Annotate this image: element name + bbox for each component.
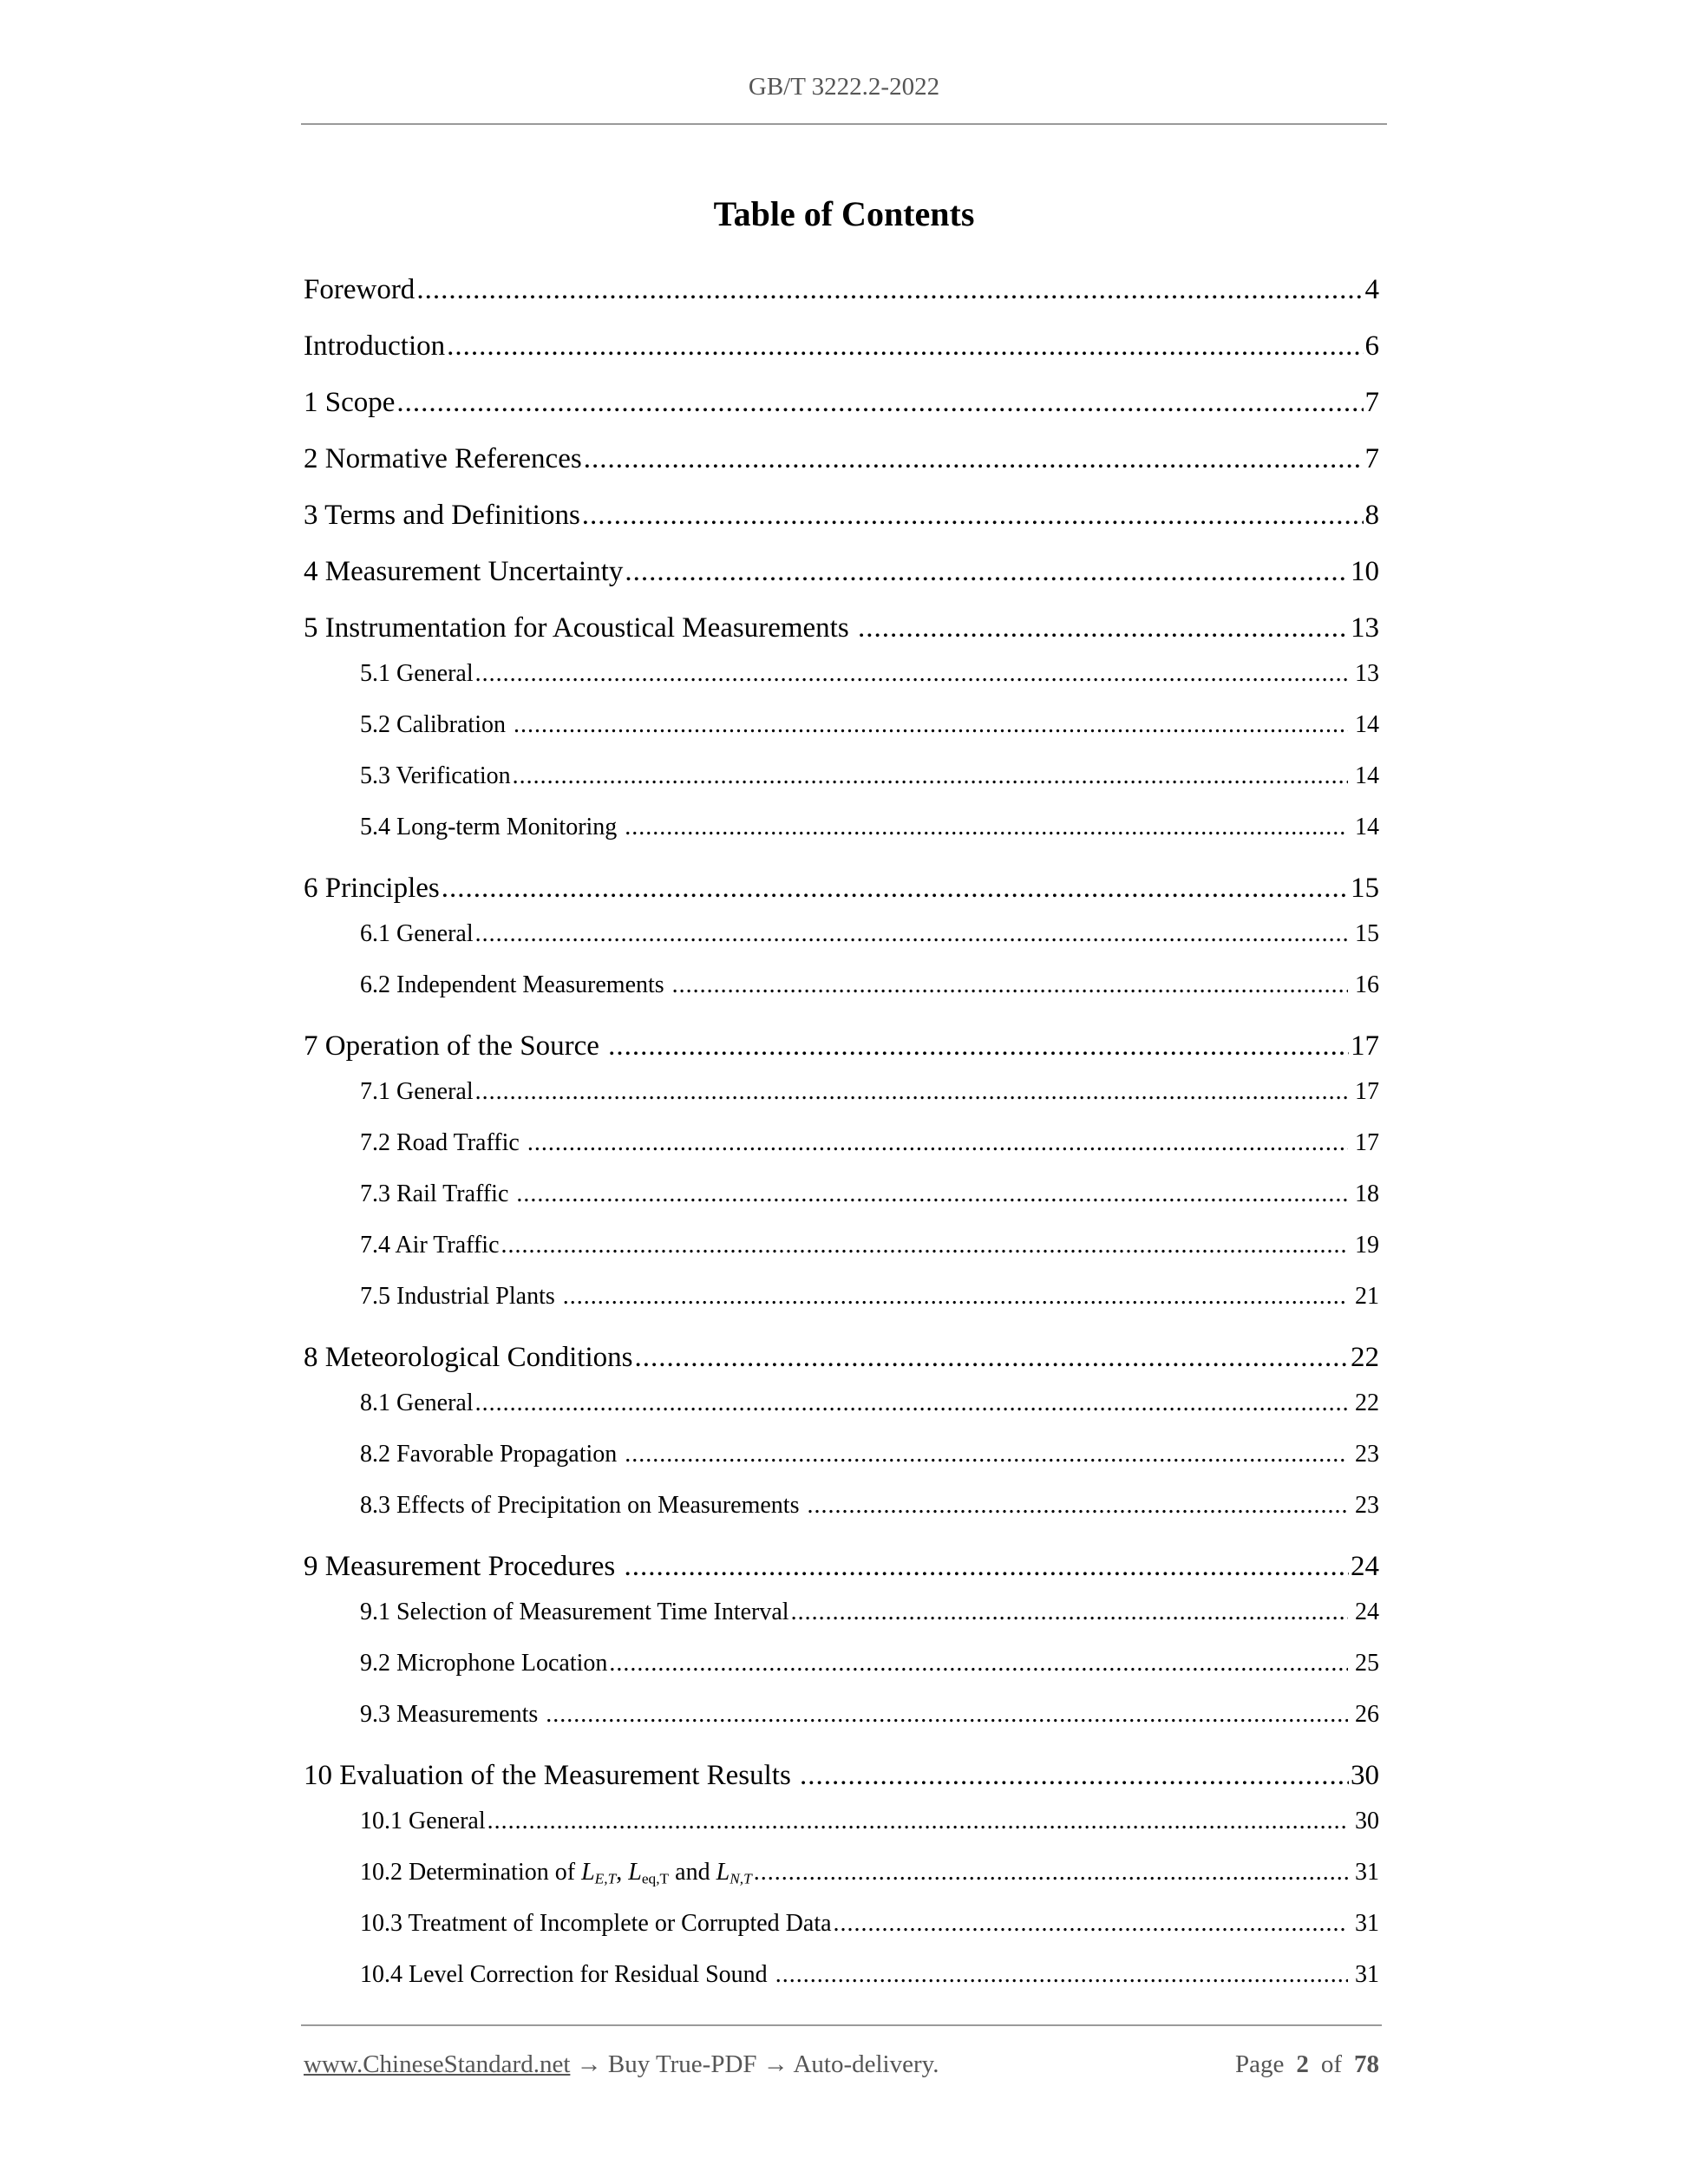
toc-entry-label: 1 Scope xyxy=(304,387,396,418)
dot-leader xyxy=(442,869,1349,907)
dot-leader xyxy=(475,1076,1348,1108)
toc-entry-page-number: 24 xyxy=(1351,1551,1379,1582)
page-footer xyxy=(304,2047,1379,2082)
arrow-right-icon: → xyxy=(576,2050,602,2078)
dot-leader xyxy=(475,657,1348,690)
dot-leader xyxy=(775,1958,1348,1991)
toc-entry-page-number: 6 xyxy=(1364,330,1379,362)
toc-entry-subsection[interactable] xyxy=(304,1229,1379,1280)
toc-entry-label xyxy=(360,1856,752,1889)
dot-leader xyxy=(624,1547,1349,1586)
footer-divider xyxy=(301,2024,1382,2026)
toc-entry-page-number: 13 xyxy=(1355,660,1379,687)
toc-entry-label: 10.1 General xyxy=(360,1808,486,1834)
dot-leader xyxy=(800,1756,1349,1795)
toc-entry-page-number: 17 xyxy=(1355,1129,1379,1156)
toc-entry-page-number: 30 xyxy=(1351,1760,1379,1791)
page-title: Table of Contents xyxy=(713,194,975,233)
dot-leader xyxy=(584,440,1364,478)
toc-entry-label: 7.3 Rail Traffic xyxy=(360,1180,515,1207)
dot-leader xyxy=(625,1438,1348,1471)
toc-entry-page-number: 31 xyxy=(1355,1961,1379,1988)
dot-leader xyxy=(608,1027,1349,1065)
toc-entry-page-number: 22 xyxy=(1355,1390,1379,1416)
dot-leader xyxy=(447,327,1363,365)
toc-entry-label: 5.3 Verification xyxy=(360,762,511,789)
toc-entry-subsection[interactable] xyxy=(304,709,1379,760)
toc-entry-label: 8.1 General xyxy=(360,1390,474,1416)
math-subscript: eq,T xyxy=(641,1870,670,1887)
total-pages-number: 78 xyxy=(1354,2050,1379,2078)
toc-entry-label: Introduction xyxy=(304,330,446,362)
toc-entry-label: 6.1 General xyxy=(360,920,474,947)
dot-leader xyxy=(546,1698,1348,1731)
toc-entry-page-number: 31 xyxy=(1355,1910,1379,1937)
toc-entry-subsection[interactable] xyxy=(304,1958,1379,2010)
math-subscript: E,T xyxy=(594,1870,617,1887)
dot-leader xyxy=(807,1489,1348,1522)
toc-entry-page-number: 23 xyxy=(1355,1492,1379,1519)
toc-entry-page-number: 18 xyxy=(1355,1180,1379,1207)
arrow-right-icon: → xyxy=(762,2050,788,2078)
toc-entry-label: 4 Measurement Uncertainty xyxy=(304,556,624,587)
toc-entry-label: 7.2 Road Traffic xyxy=(360,1129,526,1156)
toc-entry-page-number: 24 xyxy=(1355,1599,1379,1625)
toc-entry-subsection[interactable] xyxy=(304,1907,1379,1958)
dot-leader xyxy=(858,609,1349,647)
dot-leader xyxy=(514,709,1348,742)
toc-entry-label: 10 Evaluation of the Measurement Results xyxy=(304,1760,799,1791)
toc-entry-label-text: and xyxy=(669,1859,716,1886)
current-page-number: 2 xyxy=(1296,2050,1309,2078)
header-divider xyxy=(301,123,1387,125)
dot-leader xyxy=(396,383,1363,422)
page-word: Page xyxy=(1234,2050,1285,2078)
dot-leader xyxy=(416,271,1363,309)
toc-entry-subsection[interactable] xyxy=(304,969,1379,1020)
toc-entry-page-number: 15 xyxy=(1351,873,1379,904)
toc-entry-section[interactable] xyxy=(304,271,1379,327)
toc-entry-label: 9.2 Microphone Location xyxy=(360,1650,608,1677)
dot-leader xyxy=(791,1596,1348,1629)
toc-entry-subsection[interactable] xyxy=(304,918,1379,969)
toc-entry-page-number: 17 xyxy=(1355,1078,1379,1105)
toc-entry-page-number: 7 xyxy=(1364,443,1379,474)
toc-entry-label-text: 10.2 Determination of xyxy=(360,1859,582,1886)
toc-entry-section[interactable] xyxy=(304,327,1379,383)
toc-entry-subsection[interactable] xyxy=(304,1076,1379,1127)
dot-leader xyxy=(582,496,1364,534)
toc-entry-label: 7 Operation of the Source xyxy=(304,1030,607,1062)
dot-leader xyxy=(516,1178,1348,1211)
math-symbol: L xyxy=(581,1859,595,1886)
toc-entry-page-number: 25 xyxy=(1355,1650,1379,1677)
page-header xyxy=(0,69,1688,104)
dot-leader xyxy=(634,1338,1349,1376)
toc-entry-subsection[interactable] xyxy=(304,1856,1379,1907)
toc-entry-label: 7.1 General xyxy=(360,1078,474,1105)
toc-entry-page-number: 4 xyxy=(1364,274,1379,305)
dot-leader xyxy=(487,1805,1348,1838)
math-symbol: L xyxy=(716,1859,730,1886)
math-symbol: L xyxy=(628,1859,642,1886)
toc-entry-page-number: 14 xyxy=(1355,762,1379,789)
toc-entry-subsection[interactable] xyxy=(304,1489,1379,1540)
dot-leader xyxy=(834,1907,1348,1940)
toc-entry-label: 8.3 Effects of Precipitation on Measurements xyxy=(360,1492,806,1519)
toc-entry-page-number: 14 xyxy=(1355,814,1379,840)
toc-entry-page-number: 23 xyxy=(1355,1441,1379,1468)
toc-entry-label: 8 Meteorological Conditions xyxy=(304,1342,633,1373)
toc-entry-subsection[interactable] xyxy=(304,1280,1379,1331)
toc-entry-label-text: , xyxy=(616,1859,629,1886)
dot-leader xyxy=(475,1387,1348,1420)
toc-entry-subsection[interactable] xyxy=(304,1178,1379,1229)
toc-entry-page-number: 21 xyxy=(1355,1283,1379,1310)
document-id: GB/T 3222.2-2022 xyxy=(748,73,940,101)
toc-entry-page-number: 8 xyxy=(1364,500,1379,531)
website-link[interactable]: www.ChineseStandard.net xyxy=(304,2050,571,2078)
toc-entry-label: 3 Terms and Definitions xyxy=(304,500,580,531)
toc-entry-section[interactable] xyxy=(304,553,1379,609)
toc-entry-label: 5 Instrumentation for Acoustical Measurements xyxy=(304,612,856,644)
dot-leader xyxy=(672,969,1348,1002)
dot-leader xyxy=(513,760,1348,793)
delivery-text: Auto-delivery. xyxy=(793,2050,939,2078)
toc-entry-subsection[interactable] xyxy=(304,1387,1379,1438)
buy-text: Buy True-PDF xyxy=(607,2050,757,2078)
toc-entry-section[interactable] xyxy=(304,383,1379,440)
toc-entry-label: 9.1 Selection of Measurement Time Interval xyxy=(360,1599,789,1625)
toc-entry-page-number: 14 xyxy=(1355,711,1379,738)
dot-leader xyxy=(754,1856,1348,1889)
toc-entry-label: Foreword xyxy=(304,274,415,305)
toc-entry-label: 10.3 Treatment of Incomplete or Corrupted Data xyxy=(360,1910,832,1937)
footer-promo xyxy=(304,2047,939,2082)
math-subscript: N,T xyxy=(730,1870,752,1887)
toc-entry-label: 6 Principles xyxy=(304,873,440,904)
of-word: of xyxy=(1320,2050,1342,2078)
toc-entry-label: 9.3 Measurements xyxy=(360,1701,545,1728)
toc-entry-page-number: 13 xyxy=(1351,612,1379,644)
toc-entry-page-number: 26 xyxy=(1355,1701,1379,1728)
toc-entry-subsection[interactable] xyxy=(304,1698,1379,1749)
toc-entry-subsection[interactable] xyxy=(304,657,1379,709)
toc-entry-subsection[interactable] xyxy=(304,1596,1379,1647)
toc-entry-label: 6.2 Independent Measurements xyxy=(360,971,671,998)
toc-entry-label: 7.4 Air Traffic xyxy=(360,1232,500,1259)
toc-entry-label: 5.1 General xyxy=(360,660,474,687)
toc-entry-subsection[interactable] xyxy=(304,1647,1379,1698)
toc-entry-page-number: 10 xyxy=(1351,556,1379,587)
dot-leader xyxy=(563,1280,1348,1313)
toc-entry-subsection[interactable] xyxy=(304,1127,1379,1178)
toc-entry-page-number: 19 xyxy=(1355,1232,1379,1259)
toc-entry-section[interactable] xyxy=(304,440,1379,496)
toc-entry-page-number: 7 xyxy=(1364,387,1379,418)
toc-entry-label: 10.4 Level Correction for Residual Sound xyxy=(360,1961,774,1988)
page-indicator xyxy=(1235,2047,1379,2082)
toc-entry-page-number: 31 xyxy=(1355,1859,1379,1886)
toc-entry-subsection[interactable] xyxy=(304,811,1379,862)
dot-leader xyxy=(609,1647,1348,1680)
toc-entry-page-number: 15 xyxy=(1355,920,1379,947)
toc-entry-subsection[interactable] xyxy=(304,1438,1379,1489)
toc-entry-subsection[interactable] xyxy=(304,760,1379,811)
dot-leader xyxy=(625,811,1348,844)
toc-entry-label: 7.5 Industrial Plants xyxy=(360,1283,561,1310)
dot-leader xyxy=(475,918,1348,951)
toc-entry-label: 5.4 Long-term Monitoring xyxy=(360,814,624,840)
toc-entry-page-number: 16 xyxy=(1355,971,1379,998)
toc-entry-label: 2 Normative References xyxy=(304,443,582,474)
toc-entry-page-number: 30 xyxy=(1355,1808,1379,1834)
toc-entry-label: 8.2 Favorable Propagation xyxy=(360,1441,624,1468)
table-of-contents xyxy=(304,271,1379,2010)
dot-leader xyxy=(501,1229,1349,1262)
toc-entry-label: 5.2 Calibration xyxy=(360,711,512,738)
toc-entry-subsection[interactable] xyxy=(304,1805,1379,1856)
dot-leader xyxy=(625,553,1349,591)
toc-entry-page-number: 17 xyxy=(1351,1030,1379,1062)
toc-entry-page-number: 22 xyxy=(1351,1342,1379,1373)
toc-entry-section[interactable] xyxy=(304,496,1379,553)
dot-leader xyxy=(527,1127,1348,1160)
toc-entry-label: 9 Measurement Procedures xyxy=(304,1551,623,1582)
